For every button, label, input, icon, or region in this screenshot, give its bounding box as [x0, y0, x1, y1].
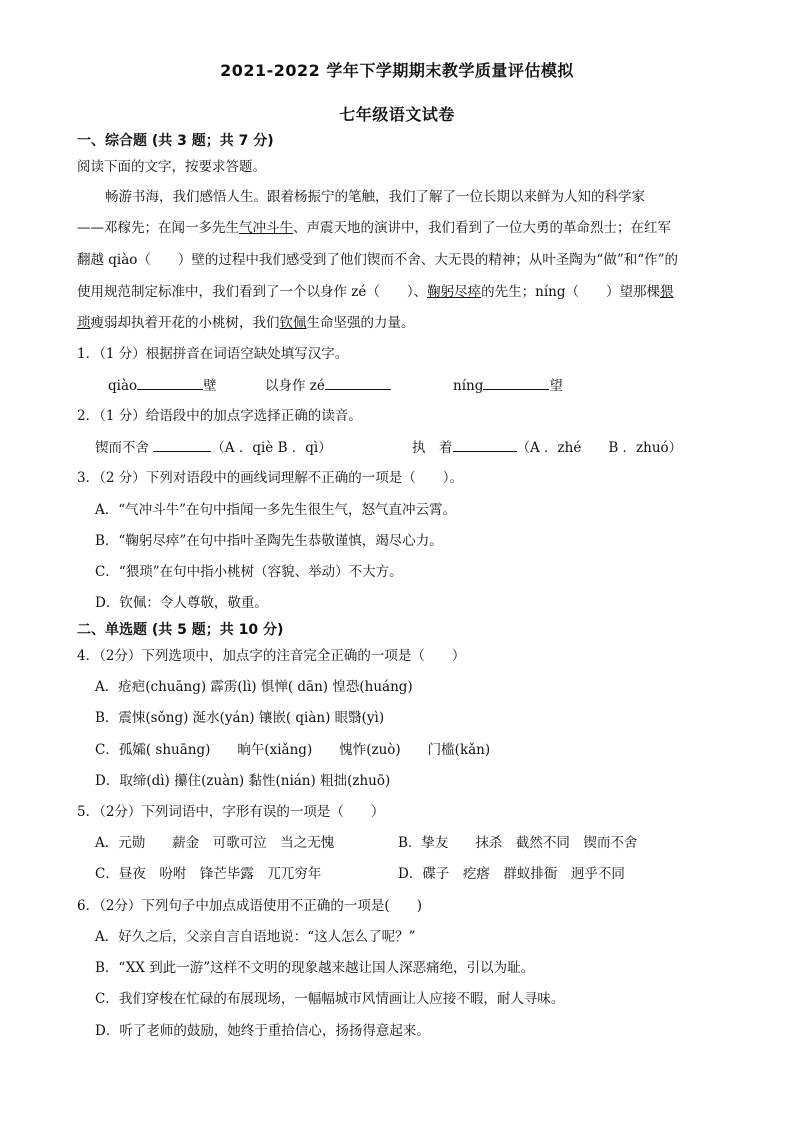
passage-line-1: 畅游书海，我们感悟人生。跟着杨振宁的笔触，我们了解了一位长期以来鲜为人知的科学家	[105, 189, 645, 205]
q4-option-d[interactable]: D．取缔(dì) 攥住(zuàn) 黏性(nián) 粗拙(zhuō)	[95, 773, 391, 789]
q6-option-d[interactable]: D．听了老师的鼓励，她终于重拾信心，扬扬得意起来。	[95, 1023, 430, 1039]
answer-blank[interactable]	[483, 375, 549, 390]
q4-option-a[interactable]: A．疮疤(chuāng) 霹雳(lì) 惧惮( dān) 惶恐(huáng)	[95, 679, 413, 695]
instruction-text: 阅读下面的文字，按要求答题。	[77, 159, 266, 175]
answer-blank[interactable]	[153, 437, 211, 452]
q4-option-b[interactable]: B．震悚(sǒng) 涎水(yán) 镶嵌( qiàn) 眼翳(yì)	[95, 710, 385, 726]
question-4-stem: 4．（2分）下列选项中，加点字的注音完全正确的一项是（ ）	[77, 648, 466, 664]
q6-option-b[interactable]: B．“XX 到此一游”这样不文明的现象越来越让国人深恶痛绝，引以为耻。	[95, 960, 535, 976]
passage-line-2: ——邓稼先；在闻一多先生气冲斗牛、声震天地的演讲中，我们看到了一位大勇的革命烈士；在红军	[77, 220, 671, 236]
q6-option-a[interactable]: A．好久之后，父亲自言自语地说：“这人怎么了呢？”	[95, 929, 416, 945]
answer-blank[interactable]	[453, 437, 517, 452]
question-5-stem: 5．（2分）下列词语中，字形有误的一项是（ ）	[77, 804, 385, 820]
q4-option-c[interactable]: C．孤孀( shuāng) 晌午(xiǎng) 愧怍(zuò) 门槛(kǎn)	[95, 742, 491, 758]
question-6-stem: 6．（2分）下列句子中加点成语使用不正确的一项是( )	[77, 898, 422, 914]
question-3-stem: 3．（2 分）下列对语段中的画线词理解不正确的一项是（ ）。	[77, 470, 463, 486]
underlined-term-qinpei: 钦佩	[279, 315, 307, 331]
q1-item-c: níng 望	[453, 375, 563, 396]
q2-item-b: 执 着 （A ．zhé B ．zhuó）	[412, 437, 682, 458]
underlined-term-qichongdouniu: 气冲斗牛	[239, 220, 293, 236]
q5-option-a[interactable]: A．元勋 薪金 可歌可泣 当之无愧	[95, 835, 335, 851]
passage-line-3: 翻越 qiào（ ）壁的过程中我们感受到了他们锲而不舍、大无畏的精神；从叶圣陶为“做”和“作”的	[77, 252, 679, 268]
section-heading-2: 二、单选题 (共 5 题；共 10 分)	[77, 622, 284, 638]
question-2-stem: 2．（1 分）给语段中的加点字选择正确的读音。	[77, 408, 362, 424]
exam-subtitle: 七年级语文试卷	[339, 105, 455, 124]
passage-line-4: 使用规范制定标准中，我们看到了一个以身作 zé（ ）、鞠躬尽瘁的先生；níng（ ）望那棵猥	[77, 284, 674, 300]
q3-option-d[interactable]: D．钦佩：令人尊敬，敬重。	[95, 595, 268, 611]
q5-option-b[interactable]: B．挚友 抹杀 截然不同 锲而不舍	[398, 835, 638, 851]
q3-option-c[interactable]: C．“猥琐”在句中指小桃树（容貌、举动）不大方。	[95, 564, 403, 580]
answer-blank[interactable]	[137, 375, 203, 390]
answer-blank[interactable]	[325, 375, 391, 390]
underlined-term-jugongjincui: 鞠躬尽瘁	[427, 284, 482, 300]
q2-item-a: 锲而不舍 （A ．qiè B ．qì）	[95, 437, 332, 458]
q3-option-a[interactable]: A．“气冲斗牛”在句中指闻一多先生很生气，怒气直冲云霄。	[95, 502, 457, 518]
q1-item-b: 以身作 zé	[265, 375, 391, 396]
q6-option-c[interactable]: C．我们穿梭在忙碌的布展现场，一幅幅城市风情画让人应接不暇，耐人寻味。	[95, 991, 565, 1007]
q5-option-c[interactable]: C．昼夜 吩咐 锋芒毕露 兀兀穷年	[95, 866, 322, 882]
exam-title: 2021-2022 学年下学期期末教学质量评估模拟	[220, 61, 574, 80]
section-heading-1: 一、综合题 (共 3 题；共 7 分)	[77, 133, 274, 149]
q5-option-d[interactable]: D．碟子 疙瘩 群蚁排衙 迥乎不同	[398, 866, 625, 882]
question-1-stem: 1．（1 分）根据拼音在词语空缺处填写汉字。	[77, 346, 349, 362]
q3-option-b[interactable]: B．“鞠躬尽瘁”在句中指叶圣陶先生恭敬谨慎，竭尽心力。	[95, 533, 443, 549]
q1-item-a: qiào 壁	[108, 375, 217, 396]
passage-line-5: 琐瘦弱却执着开花的小桃树，我们钦佩生命坚强的力量。	[77, 315, 415, 331]
